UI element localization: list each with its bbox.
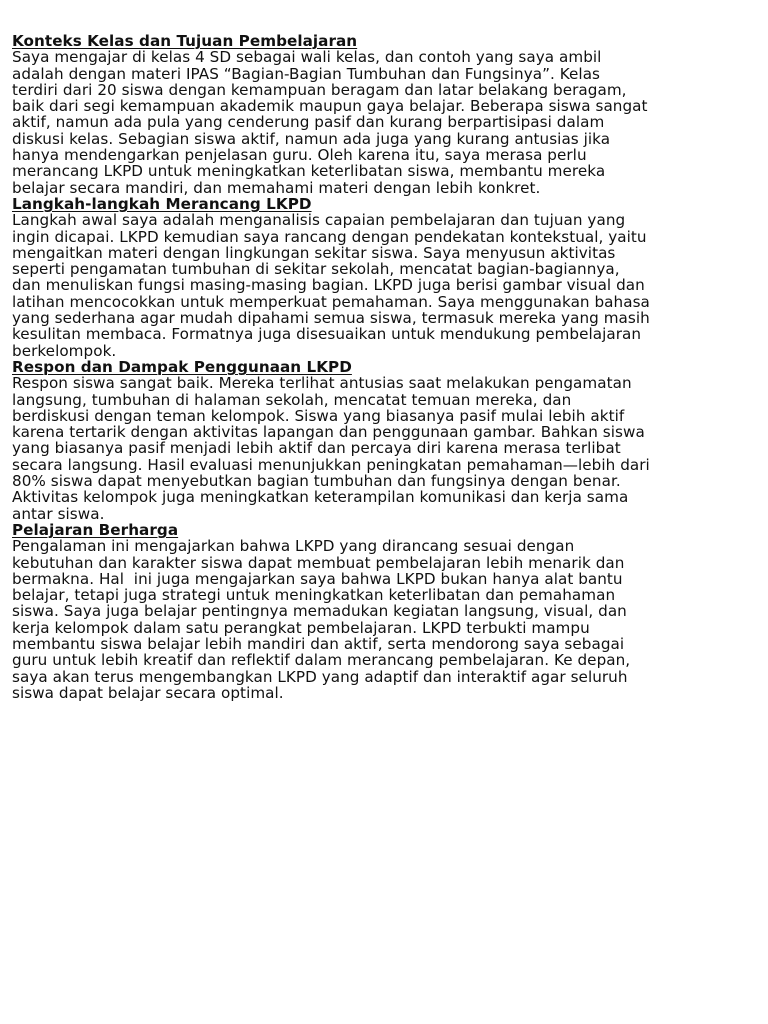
text-line: belajar secara mandiri, dan memahami materi dengan lebih konkret. bbox=[12, 178, 541, 197]
text-line: belajar, tetapi juga strategi untuk meningkatkan keterlibatan dan pemahaman bbox=[12, 586, 616, 605]
text-line: Langkah awal saya adalah menganalisis capaian pembelajaran dan tujuan yang bbox=[12, 211, 626, 230]
text-line: merancang LKPD untuk meningkatkan keterlibatan siswa, membantu mereka bbox=[12, 162, 606, 181]
text-line: yang biasanya pasif menjadi lebih aktif dan percaya diri karena merasa terlibat bbox=[12, 439, 621, 458]
text-line: bermakna. Hal ini juga mengajarkan saya bahwa LKPD bukan hanya alat bantu bbox=[12, 569, 623, 588]
section-heading: Respon dan Dampak Penggunaan LKPD bbox=[12, 357, 352, 376]
section-heading: Langkah-langkah Merancang LKPD bbox=[12, 194, 312, 213]
section-konteks bbox=[12, 33, 762, 196]
text-line: Saya mengajar di kelas 4 SD sebagai wali kelas, dan contoh yang saya ambil bbox=[12, 48, 602, 67]
section-paragraph bbox=[12, 375, 762, 522]
text-line: Pengalaman ini mengajarkan bahwa LKPD yang dirancang sesuai dengan bbox=[12, 537, 575, 556]
section-langkah bbox=[12, 196, 762, 359]
section-pelajaran bbox=[12, 522, 762, 701]
section-paragraph bbox=[12, 49, 762, 196]
text-line: secara langsung. Hasil evaluasi menunjukkan peningkatan pemahaman—lebih dari bbox=[12, 455, 650, 474]
text-line: mengaitkan materi dengan lingkungan sekitar siswa. Saya menyusun aktivitas bbox=[12, 243, 616, 262]
text-line: guru untuk lebih kreatif dan reflektif dalam merancang pembelajaran. Ke depan, bbox=[12, 651, 631, 670]
text-line: adalah dengan materi IPAS “Bagian-Bagian Tumbuhan dan Fungsinya”. Kelas bbox=[12, 64, 601, 83]
text-line: kebutuhan dan karakter siswa dapat membuat pembelajaran lebih menarik dan bbox=[12, 553, 625, 572]
text-line: diskusi kelas. Sebagian siswa aktif, namun ada juga yang kurang antusias jika bbox=[12, 129, 611, 148]
document-page bbox=[12, 33, 762, 701]
text-line: kesulitan membaca. Formatnya juga disesuaikan untuk mendukung pembelajaran bbox=[12, 325, 642, 344]
text-line: antar siswa. bbox=[12, 504, 105, 523]
text-line: kerja kelompok dalam satu perangkat pembelajaran. LKPD terbukti mampu bbox=[12, 618, 590, 637]
text-line: membantu siswa belajar lebih mandiri dan aktif, serta mendorong saya sebagai bbox=[12, 634, 625, 653]
section-respon bbox=[12, 359, 762, 522]
text-line: saya akan terus mengembangkan LKPD yang adaptif dan interaktif agar seluruh bbox=[12, 667, 628, 686]
section-heading: Konteks Kelas dan Tujuan Pembelajaran bbox=[12, 32, 358, 50]
text-line: berkelompok. bbox=[12, 341, 117, 360]
section-heading: Pelajaran Berharga bbox=[12, 520, 179, 539]
text-line: karena tertarik dengan aktivitas lapangan dan penggunaan gambar. Bahkan siswa bbox=[12, 423, 645, 442]
text-line: terdiri dari 20 siswa dengan kemampuan beragam dan latar belakang beragam, bbox=[12, 80, 627, 99]
text-line: siswa. Saya juga belajar pentingnya memadukan kegiatan langsung, visual, dan bbox=[12, 602, 627, 621]
text-line: Aktivitas kelompok juga meningkatkan keterampilan komunikasi dan kerja sama bbox=[12, 488, 629, 507]
text-line: Respon siswa sangat baik. Mereka terlihat antusias saat melakukan pengamatan bbox=[12, 374, 632, 393]
text-line: baik dari segi kemampuan akademik maupun gaya belajar. Beberapa siswa sangat bbox=[12, 97, 648, 116]
text-line: aktif, namun ada pula yang cenderung pasif dan kurang berpartisipasi dalam bbox=[12, 113, 605, 132]
text-line: 80% siswa dapat menyebutkan bagian tumbuhan dan fungsinya dengan benar. bbox=[12, 472, 621, 491]
text-line: siswa dapat belajar secara optimal. bbox=[12, 683, 284, 702]
text-line: yang sederhana agar mudah dipahami semua siswa, termasuk mereka yang masih bbox=[12, 309, 650, 328]
text-line: dan menuliskan fungsi masing-masing bagian. LKPD juga berisi gambar visual dan bbox=[12, 276, 645, 295]
text-line: seperti pengamatan tumbuhan di sekitar sekolah, mencatat bagian-bagiannya, bbox=[12, 260, 620, 279]
text-line: ingin dicapai. LKPD kemudian saya rancang dengan pendekatan kontekstual, yaitu bbox=[12, 227, 647, 246]
text-line: hanya mendengarkan penjelasan guru. Oleh karena itu, saya merasa perlu bbox=[12, 146, 587, 165]
section-paragraph bbox=[12, 538, 762, 701]
text-line: langsung, tumbuhan di halaman sekolah, mencatat temuan mereka, dan bbox=[12, 390, 572, 409]
text-line: latihan mencocokkan untuk memperkuat pemahaman. Saya menggunakan bahasa bbox=[12, 292, 650, 311]
text-line: berdiskusi dengan teman kelompok. Siswa yang biasanya pasif mulai lebih aktif bbox=[12, 406, 625, 425]
section-paragraph bbox=[12, 212, 762, 359]
